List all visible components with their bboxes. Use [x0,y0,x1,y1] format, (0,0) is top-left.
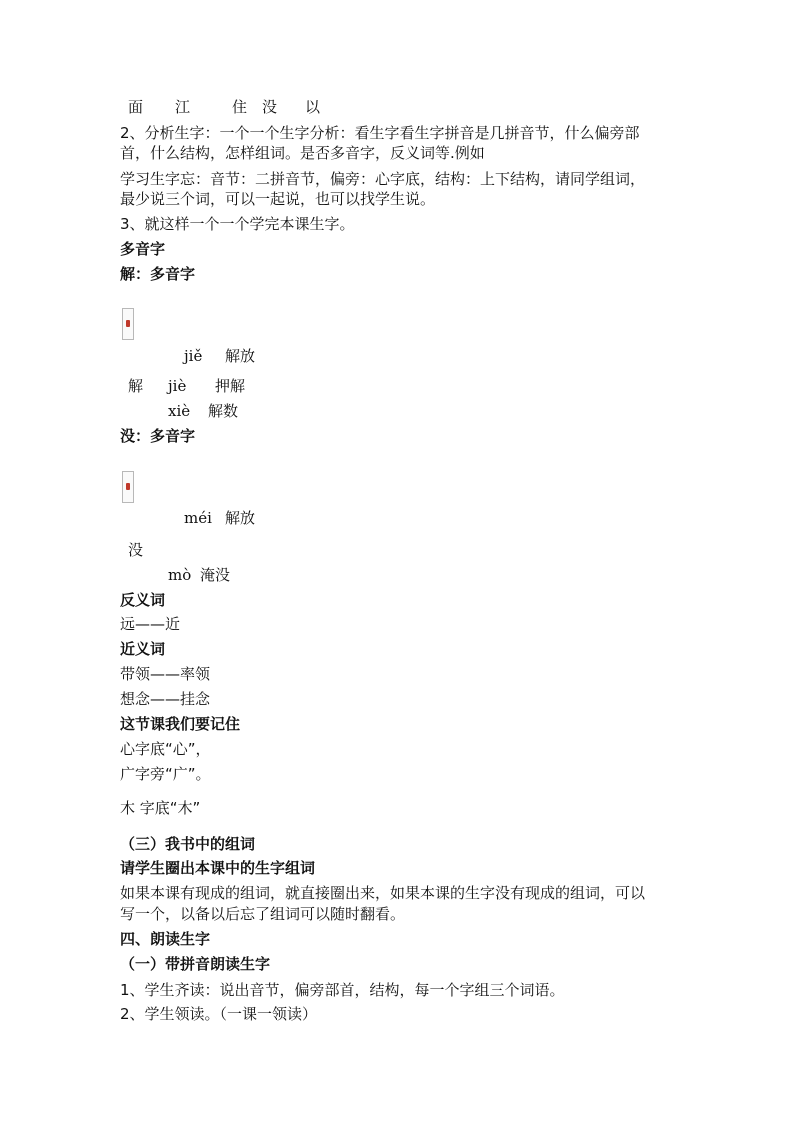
reading-step-2: 2、学生领读。（一课一领读） [120,1005,318,1023]
heading-section-3: （三）我书中的组词 [120,835,256,853]
example-line-2: 最少说三个词，可以一起说，也可以找学生说。 [120,190,436,208]
remember-item: 木 字底“木” [120,799,201,817]
char-item: 江 [175,98,191,116]
heading-mei-polyphone: 没：多音字 [120,427,196,445]
char-item: 以 [305,98,321,116]
heading-circle-words: 请学生圈出本课中的生字组词 [120,859,316,877]
antonym-pair: 远——近 [120,615,181,633]
polyphone-char: 解 [128,377,144,395]
heading-jie-polyphone: 解：多音字 [120,265,196,283]
char-item: 面 [128,98,144,116]
example-line-1: 学习生字忘：音节：二拼音节，偏旁：心字底，结构：上下结构，请同学组词， [120,170,646,188]
word: 解数 [208,402,239,420]
broken-image-icon [122,471,134,503]
heading-antonym: 反义词 [120,591,166,609]
heading-pinyin-reading: （一）带拼音朗读生字 [120,955,271,973]
step-3-line: 3、就这样一个一个学完本课生字。 [120,215,355,233]
pinyin: méi [184,509,212,527]
analysis-line-2: 首，什么结构，怎样组词。是否多音字，反义词等.例如 [120,144,485,162]
pinyin: jiè [168,377,187,395]
synonym-pair: 带领——率领 [120,665,211,683]
pinyin: jiě [184,347,203,365]
word: 淹没 [200,566,231,584]
word: 解放 [225,347,256,365]
heading-section-four: 四、朗读生字 [120,930,211,948]
circle-instruction-1: 如果本课有现成的组词，就直接圈出来，如果本课的生字没有现成的组词，可以 [120,884,646,902]
remember-item: 心字底“心”， [120,740,211,758]
pinyin: xiè [168,402,191,420]
synonym-pair: 想念——挂念 [120,690,211,708]
heading-polyphone: 多音字 [120,240,166,258]
circle-instruction-2: 写一个，以备以后忘了组词可以随时翻看。 [120,905,406,923]
char-item: 住 [232,98,248,116]
word: 解放 [225,509,256,527]
broken-image-icon [122,308,134,340]
char-item: 没 [262,98,278,116]
reading-step-1: 1、学生齐读：说出音节，偏旁部首，结构，每一个字组三个词语。 [120,981,565,999]
word: 押解 [215,377,246,395]
polyphone-char: 没 [128,541,144,559]
heading-remember: 这节课我们要记住 [120,715,241,733]
remember-item: 广字旁“广”。 [120,765,211,783]
analysis-line-1: 2、分析生字：一个一个生字分析：看生字看生字拼音是几拼音节，什么偏旁部 [120,124,640,142]
heading-synonym: 近义词 [120,640,166,658]
pinyin: mò [168,566,192,584]
